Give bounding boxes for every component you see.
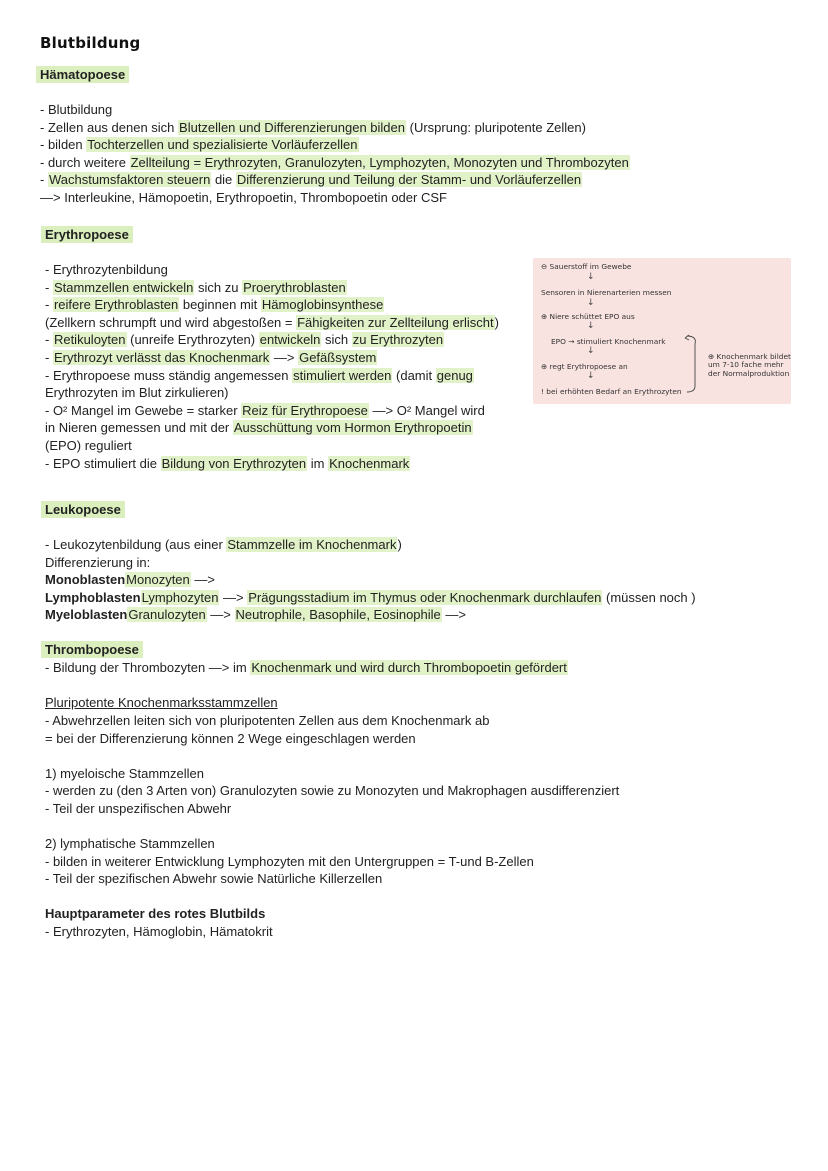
- text-line: [45, 870, 619, 888]
- handwritten-note: [533, 258, 791, 404]
- text-segment: - EPO stimuliert die: [45, 455, 161, 471]
- text-line: [45, 782, 619, 800]
- text-segment: ): [691, 589, 696, 605]
- heading-thrombopoese: Thrombopoese: [41, 642, 143, 657]
- text-segment: Monoblasten: [45, 572, 126, 588]
- text-line: [40, 189, 630, 207]
- highlighted-text: Lymphozyten: [141, 589, 219, 605]
- highlighted-text: Fähigkeiten zur Zellteilung erlischt: [297, 314, 494, 330]
- text-line: [45, 606, 696, 624]
- text-segment: - werden zu (den 3 Arten von) Granulozyten sowie zu Monozyten und Makrophagen ausdifferenziert: [45, 783, 620, 799]
- text-segment: = bei der Differenzierung können 2 Wege eingeschlagen werden: [45, 730, 416, 746]
- text-line: [45, 455, 499, 473]
- text-segment: —>: [190, 572, 215, 588]
- heading-leukopoese: Leukopoese: [41, 502, 125, 517]
- text-segment: -: [45, 349, 53, 365]
- highlighted-text: zu Erythrozyten: [352, 332, 444, 348]
- heading-parameter: Hauptparameter des rotes Blutbilds: [45, 906, 266, 921]
- highlighted-text: Erythrozyt verlässt das Knochenmark: [53, 349, 270, 365]
- text-line: [45, 730, 619, 748]
- text-line: [45, 331, 499, 349]
- highlighted-text: Proerythroblasten: [243, 279, 346, 295]
- text-line: [45, 712, 619, 730]
- highlighted-text: Stammzelle im Knochenmark: [227, 537, 397, 552]
- note-line: ! bei erhöhten Bedarf an Erythrozyten: [541, 387, 682, 396]
- highlighted-text: Gefäßsystem: [299, 349, 377, 365]
- text-segment: —>: [441, 607, 466, 623]
- text-line: [45, 349, 499, 367]
- highlighted-text: Knochenmark und wird durch Thrombopoetin gefördert: [251, 660, 567, 675]
- text-line: [40, 119, 630, 137]
- text-segment: beginnen mit: [179, 297, 261, 313]
- text-line: [45, 659, 568, 677]
- text-line: [45, 853, 619, 871]
- highlighted-text: reifere Erythroblasten: [53, 297, 179, 313]
- heading-pluripotent: Pluripotente Knochenmarksstammzellen: [45, 695, 278, 710]
- text-line: [45, 314, 499, 332]
- down-arrow-icon: ↓: [587, 346, 595, 356]
- text-line: [45, 367, 499, 385]
- text-segment: Myeloblasten: [45, 607, 128, 623]
- highlighted-text: Blutzellen und Differenzierungen bilden: [179, 119, 406, 135]
- text-segment: in Nieren gemessen und mit der: [45, 420, 233, 436]
- text-segment: - bilden: [40, 137, 87, 153]
- text-segment: (EPO) reguliert: [45, 437, 132, 453]
- text-segment: Differenzierung in:: [45, 554, 151, 570]
- text-segment: (Zellkern schrumpft und wird abgestoßen =: [45, 314, 297, 330]
- text-segment: - Bildung der Thrombozyten —> im: [45, 660, 251, 675]
- text-segment: - Abwehrzellen leiten sich von pluripotenten Zellen aus dem Knochenmark ab: [45, 713, 490, 728]
- text-segment: Erythrozyten im Blut zirkulieren): [45, 385, 229, 401]
- text-line: [45, 296, 499, 314]
- note-line: Sensoren in Nierenarterien messen: [541, 288, 672, 297]
- text-segment: - Teil der spezifischen Abwehr sowie Natürliche Killerzellen: [45, 871, 383, 887]
- text-line: [45, 818, 619, 836]
- text-segment: -: [45, 332, 53, 348]
- text-line: [45, 536, 696, 554]
- text-segment: - Erythrozytenbildung: [45, 262, 168, 277]
- highlighted-text: Stammzellen entwickeln: [53, 279, 194, 295]
- text-segment: - O² Mangel im Gewebe = starker: [45, 402, 242, 418]
- text-segment: - Zellen aus denen sich: [40, 119, 179, 135]
- text-segment: —>: [219, 589, 248, 605]
- section-erythropoese: [45, 261, 499, 472]
- highlighted-text: Ausschüttung vom Hormon Erythropoetin: [233, 420, 472, 436]
- text-line: [40, 154, 630, 172]
- note-line: ⊖ Sauerstoff im Gewebe: [541, 262, 632, 271]
- text-segment: die: [211, 172, 236, 188]
- text-segment: (müssen noch: [602, 589, 692, 605]
- text-segment: 2) lymphatische Stammzellen: [45, 836, 215, 852]
- highlighted-text: genug: [436, 367, 473, 383]
- text-line: [45, 419, 499, 437]
- section-pluripotent: [45, 712, 619, 888]
- text-line: [40, 136, 630, 154]
- text-line: [45, 384, 499, 402]
- heading-erythropoese: Erythropoese: [41, 227, 133, 242]
- text-line: [40, 101, 630, 119]
- text-segment: im: [307, 455, 329, 471]
- text-segment: (damit: [392, 367, 436, 383]
- page-title: Blutbildung: [40, 34, 141, 52]
- highlighted-text: Retikuloyten: [53, 332, 126, 348]
- text-segment: —>: [270, 349, 299, 365]
- note-line: ⊕ regt Erythropoese an: [541, 362, 628, 371]
- highlighted-text: Wachstumsfaktoren steuern: [48, 172, 211, 188]
- down-arrow-icon: ↓: [587, 371, 595, 381]
- text-line: [45, 589, 696, 607]
- highlighted-text: Differenzierung und Teilung der Stamm- und Vorläuferzellen: [236, 172, 582, 188]
- highlighted-text: Bildung von Erythrozyten: [161, 455, 307, 471]
- highlighted-text: Monozyten: [126, 572, 190, 588]
- text-line: [40, 171, 630, 189]
- heading-haematopoese: Hämatopoese: [36, 67, 129, 82]
- highlighted-text: Tochterzellen und spezialisierte Vorläuferzellen: [87, 137, 358, 153]
- highlighted-text: Hämoglobinsynthese: [261, 297, 384, 313]
- text-segment: - Blutbildung: [40, 102, 113, 117]
- text-line: [45, 747, 619, 765]
- text-segment: - Erythropoese muss ständig angemessen: [45, 367, 293, 383]
- highlighted-text: Neutrophile, Basophile, Eosinophile: [235, 607, 441, 623]
- text-line: [45, 554, 696, 572]
- text-segment: 1) myeloische Stammzellen: [45, 765, 204, 781]
- highlighted-text: Prägungsstadium im Thymus oder Knochenmark durchlaufen: [248, 589, 602, 605]
- text-segment: sich zu: [194, 279, 243, 295]
- text-segment: - Teil der unspezifischen Abwehr: [45, 800, 232, 816]
- text-segment: - Erythrozyten, Hämoglobin, Hämatokrit: [45, 924, 273, 939]
- text-segment: - durch weitere: [40, 154, 130, 170]
- text-segment: -: [45, 279, 53, 295]
- text-line: [45, 923, 273, 941]
- highlighted-text: Zellteilung = Erythrozyten, Granulozyten, Lymphozyten, Monozyten und Thrombozyten: [130, 154, 629, 170]
- text-segment: (Ursprung: pluripotente Zellen): [406, 119, 586, 135]
- text-segment: —>: [206, 607, 235, 623]
- note-line: EPO → stimuliert Knochenmark: [551, 337, 666, 346]
- highlighted-text: stimuliert werden: [293, 367, 392, 383]
- section-haematopoese: [40, 101, 630, 207]
- highlighted-text: Knochenmark: [329, 455, 410, 471]
- highlighted-text: Reiz für Erythropoese: [242, 402, 368, 418]
- text-segment: -: [45, 297, 53, 313]
- text-line: [45, 800, 619, 818]
- text-segment: —> O² Mangel wird: [368, 402, 485, 418]
- text-line: [45, 571, 696, 589]
- text-segment: Lymphoblasten: [45, 589, 141, 605]
- text-segment: ): [397, 537, 402, 552]
- text-line: [45, 437, 499, 455]
- down-arrow-icon: ↓: [587, 298, 595, 308]
- text-line: [45, 261, 499, 279]
- text-line: [45, 765, 619, 783]
- section-parameter: [45, 923, 273, 941]
- text-segment: -: [40, 172, 48, 188]
- feedback-bracket-icon: [683, 334, 705, 394]
- section-thrombopoese: [45, 659, 568, 677]
- highlighted-text: entwickeln: [259, 332, 321, 348]
- down-arrow-icon: ↓: [587, 272, 595, 282]
- text-segment: ): [494, 314, 499, 330]
- text-line: [45, 402, 499, 420]
- text-segment: sich: [321, 332, 352, 348]
- text-segment: - bilden in weiterer Entwicklung Lymphozyten mit den Untergruppen = T-und B-Zellen: [45, 853, 534, 869]
- text-segment: (unreife Erythrozyten): [126, 332, 259, 348]
- text-segment: - Leukozytenbildung (aus einer: [45, 537, 227, 552]
- note-line: ⊕ Niere schüttet EPO aus: [541, 312, 635, 321]
- down-arrow-icon: ↓: [587, 321, 595, 331]
- section-leukopoese: [45, 536, 696, 624]
- note-side: ⊕ Knochenmark bildet um 7-10 fache mehr der Normalproduktion: [708, 352, 791, 378]
- text-line: [45, 279, 499, 297]
- text-line: [45, 835, 619, 853]
- highlighted-text: Granulozyten: [128, 607, 206, 623]
- text-segment: —> Interleukine, Hämopoetin, Erythropoetin, Thrombopoetin oder CSF: [40, 189, 447, 205]
